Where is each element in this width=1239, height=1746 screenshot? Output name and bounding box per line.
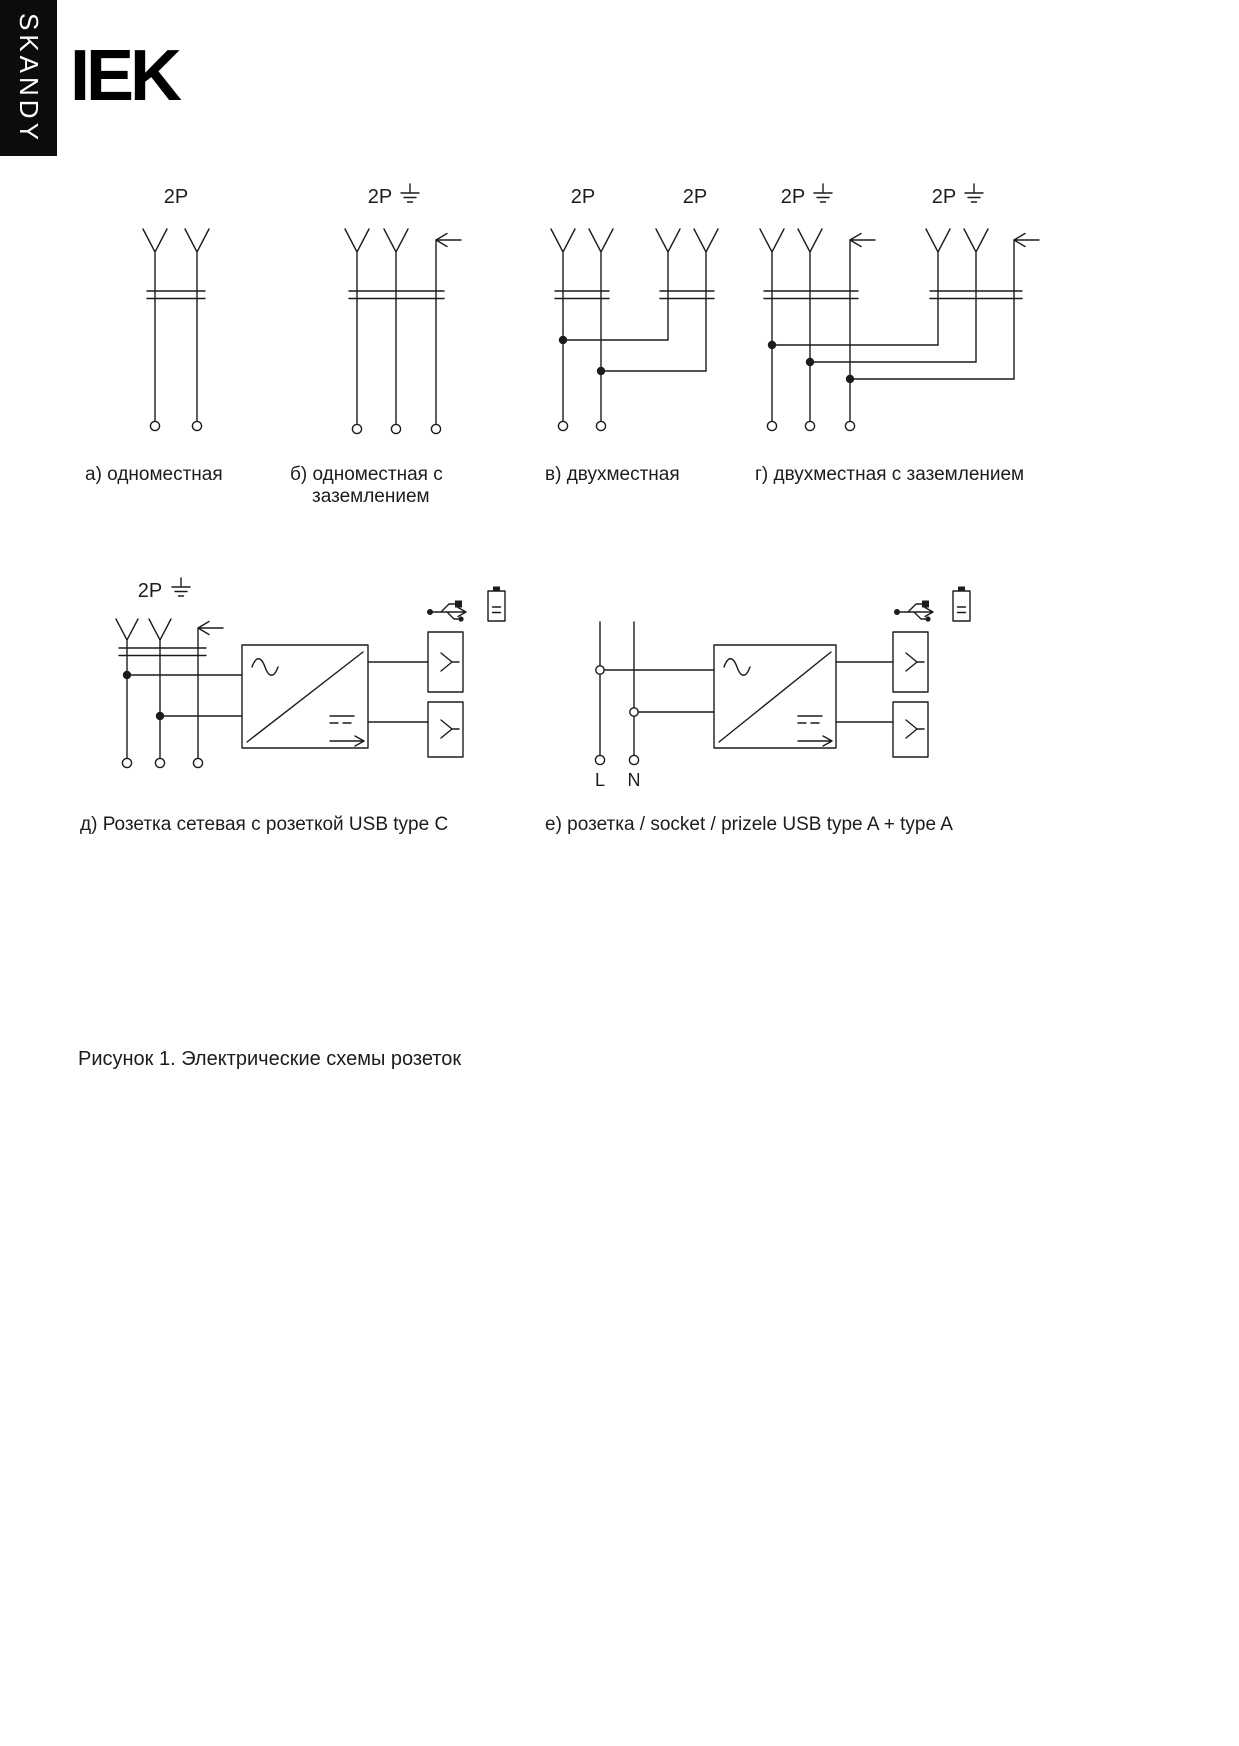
pe-arrow-icon — [198, 622, 223, 635]
socket-contact-icon — [441, 653, 459, 671]
output-arrow-icon — [798, 736, 832, 746]
pe-arrow-icon — [436, 234, 461, 247]
junction-dot — [597, 367, 605, 375]
conductors — [116, 619, 171, 758]
neutral-label: N — [627, 770, 641, 790]
terminal — [391, 424, 400, 433]
ac-sine-icon — [724, 659, 750, 676]
conductors — [143, 229, 209, 421]
jumper-wires — [563, 340, 706, 371]
tap-terminal — [630, 708, 638, 716]
terminal — [629, 755, 638, 764]
junction-dot — [768, 341, 776, 349]
pole-label: 2P — [163, 186, 189, 208]
terminal — [596, 421, 605, 430]
caption-b-line1: б) одноместная с — [290, 464, 443, 485]
output-wires — [836, 662, 893, 722]
usb-port-box — [428, 702, 463, 757]
conductors — [760, 229, 822, 421]
battery-icon — [953, 587, 970, 622]
usb-icon — [894, 601, 933, 622]
output-arrow-icon — [330, 736, 364, 746]
diagram-v-schematic — [551, 186, 718, 431]
junction-dot — [806, 358, 814, 366]
terminal — [805, 421, 814, 430]
iek-logo: IEK — [70, 36, 179, 116]
battery-icon — [488, 587, 505, 622]
usb-icon — [427, 601, 466, 622]
terminal — [122, 758, 131, 767]
figure-caption: Рисунок 1. Электрические схемы розеток — [78, 1048, 462, 1070]
input-wires — [127, 675, 242, 716]
terminal — [845, 421, 854, 430]
pole-label: 2P — [367, 186, 393, 208]
tap-terminal — [596, 666, 604, 674]
caption-b-line2: заземлением — [312, 486, 430, 507]
terminal — [155, 758, 164, 767]
earth-ground-icon — [401, 184, 419, 202]
pe-arrow-icon — [850, 234, 875, 247]
mounting-plate — [764, 291, 858, 299]
output-wires — [368, 662, 428, 722]
junction-dot — [123, 671, 131, 679]
pole-label: 2P — [570, 186, 596, 208]
power-converter-box — [242, 645, 368, 748]
caption-e: е) розетка / socket / prizele USB type A + type A — [545, 814, 953, 835]
caption-a: а) одноместная — [85, 464, 223, 485]
earth-ground-icon — [814, 184, 832, 202]
line-label: L — [594, 770, 606, 790]
diagram-b-schematic — [345, 184, 461, 434]
dc-symbol-icon — [330, 716, 354, 723]
earth-ground-icon — [172, 578, 190, 596]
caption-b — [290, 464, 443, 508]
conductors — [926, 229, 988, 362]
terminal — [767, 421, 776, 430]
socket-contact-icon — [906, 720, 924, 738]
conductors — [345, 229, 408, 424]
ac-sine-icon — [252, 659, 278, 676]
diagram-g-schematic — [760, 184, 1039, 431]
terminal — [193, 758, 202, 767]
dc-symbol-icon — [798, 716, 822, 723]
pe-arrow-icon — [1014, 234, 1039, 247]
terminal — [558, 421, 567, 430]
terminal — [595, 755, 604, 764]
usb-port-box — [893, 702, 928, 757]
conductors — [551, 229, 613, 421]
power-converter-box — [714, 645, 836, 748]
conductors — [656, 229, 718, 371]
sidebar-label: SKANDY — [14, 12, 44, 144]
socket-contact-icon — [441, 720, 459, 738]
socket-contact-icon — [906, 653, 924, 671]
diagram-e-schematic — [595, 587, 970, 791]
mounting-plate — [119, 648, 206, 656]
junction-dot — [559, 336, 567, 344]
conductors — [600, 622, 634, 755]
diagram-a-schematic — [143, 186, 209, 431]
junction-dot — [846, 375, 854, 383]
pole-label: 2P — [682, 186, 708, 208]
caption-v: в) двухместная — [545, 464, 680, 485]
terminal — [192, 421, 201, 430]
input-wires — [604, 670, 714, 712]
terminal — [150, 421, 159, 430]
pole-label: 2P — [931, 186, 957, 208]
pole-label: 2P — [137, 580, 163, 602]
junction-dot — [156, 712, 164, 720]
earth-ground-icon — [965, 184, 983, 202]
pole-label: 2P — [780, 186, 806, 208]
usb-port-box — [893, 632, 928, 692]
usb-port-box — [428, 632, 463, 692]
caption-d: д) Розетка сетевая с розеткой USB type C — [80, 814, 449, 835]
terminal — [431, 424, 440, 433]
terminal — [352, 424, 361, 433]
diagram-d-schematic — [116, 578, 505, 768]
caption-g: г) двухместная с заземлением — [755, 464, 1025, 485]
